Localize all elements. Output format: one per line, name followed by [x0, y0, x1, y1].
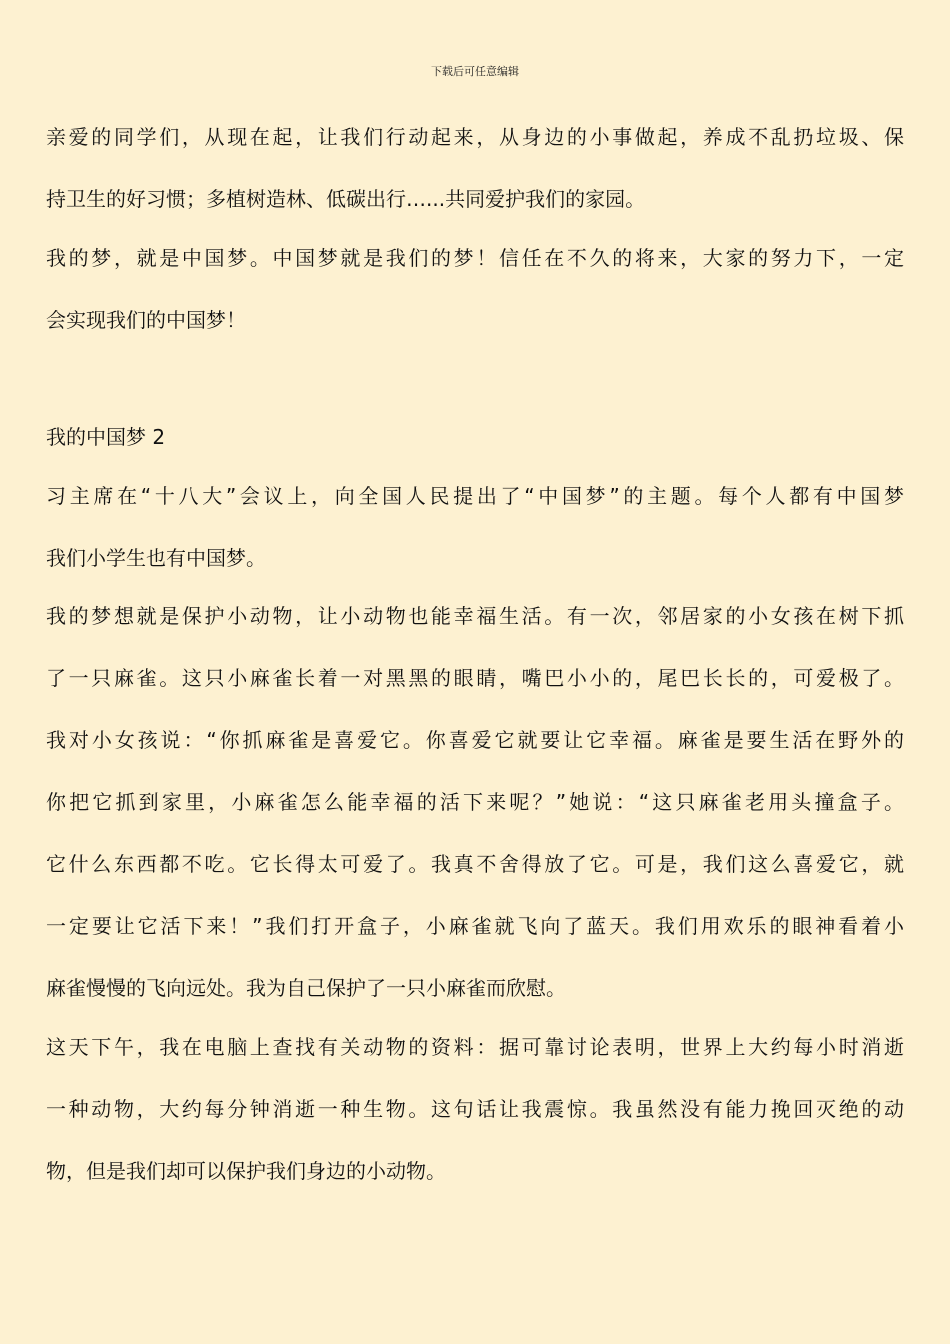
- text-line: 了一只麻雀。这只小麻雀长着一对黑黑的眼睛，嘴巴小小的，尾巴长长的，可爱极了。: [46, 666, 904, 690]
- text-line: 我们小学生也有中国梦。: [46, 546, 266, 570]
- page-header-note: 下载后可任意编辑: [431, 65, 519, 78]
- text-line: 持卫生的好习惯；多植树造林、低碳出行…...共同爱护我们的家园。: [46, 187, 646, 211]
- text-line: 我对小女孩说：“你抓麻雀是喜爱它。你喜爱它就要让它幸福。麻雀是要生活在野外的: [46, 728, 904, 752]
- text-line: 一种动物，大约每分钟消逝一种生物。这句话让我震惊。我虽然没有能力挽回灭绝的动: [46, 1097, 904, 1121]
- section-heading: 我的中国梦 2: [46, 425, 166, 449]
- text-line: 我的梦，就是中国梦。中国梦就是我们的梦！信任在不久的将来，大家的努力下，一定: [46, 246, 904, 270]
- text-line: 物，但是我们却可以保护我们身边的小动物。: [46, 1159, 446, 1183]
- text-line: 我的梦想就是保护小动物，让小动物也能幸福生活。有一次，邻居家的小女孩在树下抓: [46, 604, 904, 628]
- text-line: 麻雀慢慢的飞向远处。我为自己保护了一只小麻雀而欣慰。: [46, 976, 566, 1000]
- text-line: 这天下午，我在电脑上查找有关动物的资料：据可靠讨论表明，世界上大约每小时消逝: [46, 1035, 904, 1059]
- text-line: 习主席在“十八大”会议上，向全国人民提出了“中国梦”的主题。每个人都有中国梦: [46, 484, 904, 508]
- text-line: 你把它抓到家里，小麻雀怎么能幸福的活下来呢？”她说：“这只麻雀老用头撞盒子。: [46, 790, 904, 814]
- text-line: 一定要让它活下来！”我们打开盒子，小麻雀就飞向了蓝天。我们用欢乐的眼神看着小: [46, 914, 904, 938]
- text-line: 会实现我们的中国梦！: [46, 308, 246, 332]
- text-line: 亲爱的同学们，从现在起，让我们行动起来，从身边的小事做起，养成不乱扔垃圾、保: [46, 125, 904, 149]
- text-line: 它什么东西都不吃。它长得太可爱了。我真不舍得放了它。可是，我们这么喜爱它，就: [46, 852, 904, 876]
